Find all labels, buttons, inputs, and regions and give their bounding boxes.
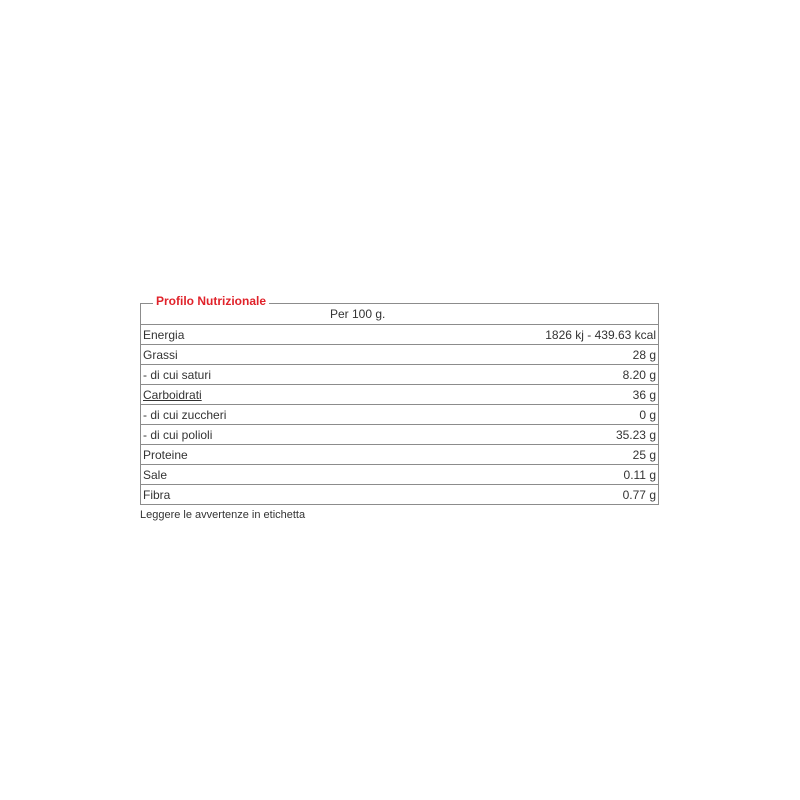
row-name: Carboidrati: [143, 387, 202, 402]
nutrition-row-fibra: [141, 485, 658, 505]
row-value: 28 g: [632, 347, 656, 362]
nutrition-row-zuccheri: [141, 405, 658, 425]
nutrition-row-energia: [141, 325, 658, 345]
row-value: 35.23 g: [615, 427, 656, 442]
column-header-row: [141, 304, 658, 325]
nutrition-row-polioli: [141, 425, 658, 445]
row-value: 0 g: [639, 407, 656, 422]
panel-legend: Profilo Nutrizionale: [153, 292, 269, 310]
row-name: Proteine: [143, 447, 188, 462]
row-name: Sale: [143, 467, 168, 482]
nutrition-row-carboidrati: [141, 385, 658, 405]
row-value: 0.77 g: [622, 487, 656, 502]
row-name: Energia: [143, 327, 185, 342]
nutrition-row-grassi: [141, 345, 658, 365]
nutrition-panel: [140, 294, 659, 505]
row-name: - di cui polioli: [143, 427, 213, 442]
footer-note: Leggere le avvertenze in etichetta: [140, 509, 306, 521]
row-value: 0.11 g: [623, 467, 656, 482]
row-name: - di cui zuccheri: [143, 407, 227, 422]
column-header: Per 100 g.: [330, 307, 386, 321]
nutrition-row-proteine: [141, 445, 658, 465]
nutrition-row-saturi: [141, 365, 658, 385]
nutrition-row-sale: [141, 465, 658, 485]
row-name: Fibra: [143, 487, 171, 502]
row-value: 36 g: [632, 387, 656, 402]
row-name: Grassi: [143, 347, 178, 362]
row-name: - di cui saturi: [143, 367, 212, 382]
row-value: 25 g: [632, 447, 656, 462]
row-value: 8.20 g: [622, 367, 656, 382]
row-value: 1826 kj - 439.63 kcal: [545, 327, 656, 342]
